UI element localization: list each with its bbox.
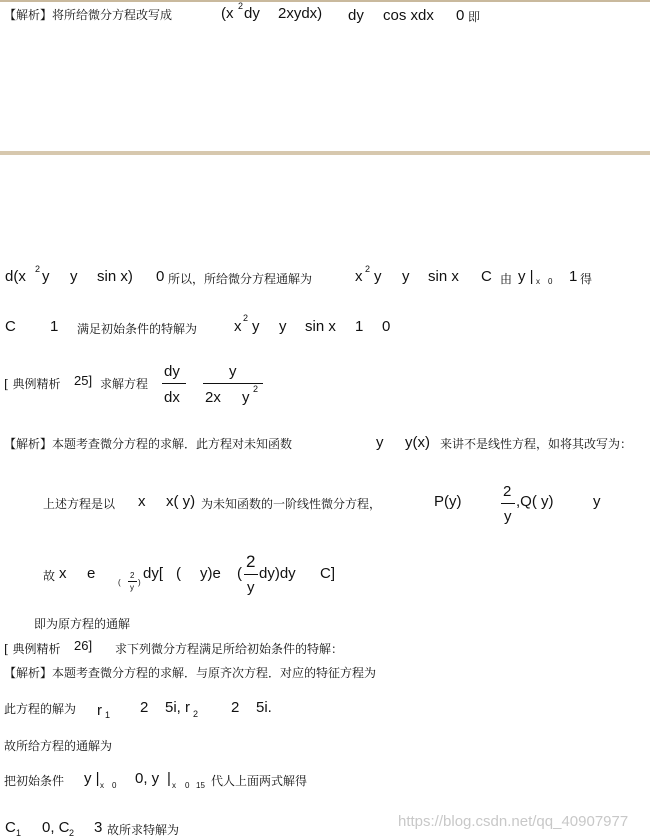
text: 【解析】本题考查微分方程的求解．此方程对未知函数 [4, 437, 293, 451]
fraction-denominator: 2x [205, 389, 221, 406]
math-text: y [70, 268, 78, 285]
math-text: 5i, r [165, 699, 191, 716]
math-subscript: x [536, 277, 540, 286]
math-text: y)e [200, 565, 221, 582]
math-text: C [481, 268, 492, 285]
math-text: dy [348, 7, 364, 24]
math-text: ( [237, 565, 242, 582]
math-text: 1 [569, 268, 578, 285]
math-text: 0 [382, 318, 391, 335]
math-subscript: 2 [69, 828, 75, 838]
text: 为未知函数的一阶线性微分方程， [201, 497, 382, 511]
math-subscript: y [130, 583, 134, 592]
text: 代人上面两式解得 [211, 774, 308, 788]
text: 此方程的解为 [4, 702, 77, 716]
text: 由 [500, 272, 513, 286]
math-subscript: 1 [105, 710, 111, 720]
text: 所以，所给微分方程通解为 [168, 272, 313, 286]
math-text: sin x [305, 318, 336, 335]
math-text: ,Q( y) [516, 493, 554, 510]
math-subscript: 1 [16, 828, 22, 838]
fraction-numerator: 2 [246, 552, 256, 571]
math-text: y(x) [405, 434, 430, 451]
math-text: C [5, 819, 16, 836]
math-text: x [59, 565, 67, 582]
math-text: C [5, 318, 16, 335]
math-text: ( [176, 565, 181, 582]
math-text: | [167, 770, 171, 787]
math-text: y [376, 434, 384, 451]
text: 来讲不是线性方程，如将其改写为： [440, 437, 633, 451]
fraction-denominator: y [242, 389, 250, 406]
fraction-numerator: dy [164, 363, 180, 380]
math-text: x( y) [166, 493, 196, 510]
math-subscript: 15 [196, 781, 205, 790]
math-subscript: x [100, 781, 104, 790]
math-text: 0, C [42, 819, 70, 836]
watermark-text: https://blog.csdn.net/qq_40907977 [398, 813, 629, 830]
math-subscript: ) [138, 578, 141, 587]
fraction-bar [501, 503, 515, 504]
math-text: 2 [140, 699, 149, 716]
math-text: 0 [456, 7, 465, 24]
math-text: y [402, 268, 410, 285]
text: 满足初始条件的特解为 [77, 322, 198, 336]
math-text: r [97, 702, 102, 719]
example-label: [ 典例精析 [4, 642, 61, 656]
text: 故 [43, 569, 56, 583]
math-text: y [374, 268, 382, 285]
text: 把初始条件 [4, 774, 65, 788]
fraction-numerator: 2 [503, 483, 512, 500]
text: 即 [468, 10, 481, 24]
text: 得 [580, 272, 593, 286]
math-text: 5i. [256, 699, 272, 716]
fraction-denominator: y [504, 508, 512, 525]
math-text: 1 [50, 318, 59, 335]
solution-label: 【解析】将所给微分方程改写成 [4, 8, 173, 22]
fraction-denominator: y [247, 579, 255, 596]
math-text: y | [518, 268, 534, 285]
math-subscript: 0 [548, 277, 553, 286]
math-text: 0 [156, 268, 165, 285]
math-superscript: 2 [253, 384, 259, 394]
math-text: x [138, 493, 146, 510]
fraction-bar [128, 581, 137, 582]
math-text: sin x [428, 268, 459, 285]
math-text: x [355, 268, 363, 285]
math-subscript: x [172, 781, 176, 790]
math-subscript: 0 [185, 781, 190, 790]
math-text: dy[ [143, 565, 164, 582]
math-text: y [279, 318, 287, 335]
math-text: x [234, 318, 242, 335]
math-text: 0, y [135, 770, 160, 787]
math-subscript: 2 [130, 571, 135, 580]
fraction-bar [244, 574, 258, 575]
math-subscript: ( [118, 578, 121, 587]
math-superscript: 2 [238, 1, 244, 11]
math-text: dy [244, 5, 260, 22]
text: 求解方程 [100, 377, 149, 391]
math-text: sin x) [97, 268, 133, 285]
math-text: cos xdx [383, 7, 434, 24]
math-text: 3 [94, 819, 103, 836]
math-text: 2 [231, 699, 240, 716]
math-text: C] [320, 565, 335, 582]
math-text: y | [84, 770, 100, 787]
top-border [0, 0, 650, 2]
math-superscript: 2 [35, 264, 41, 274]
example-number: 26] [74, 638, 93, 653]
math-text: 1 [355, 318, 364, 335]
math-text: y [252, 318, 260, 335]
math-text: P(y) [434, 493, 462, 510]
text: 上述方程是以 [43, 497, 116, 511]
text: 故所给方程的通解为 [4, 739, 113, 753]
fraction-numerator: y [229, 363, 237, 380]
math-superscript: 2 [365, 264, 371, 274]
example-label: [ 典例精析 [4, 377, 61, 391]
math-text: e [87, 565, 96, 582]
text: 即为原方程的通解 [34, 617, 131, 631]
math-subscript: 0 [112, 781, 117, 790]
example-number: 25] [74, 373, 93, 388]
math-superscript: 2 [243, 313, 249, 323]
text: 【解析】本题考查微分方程的求解．与原齐次方程．对应的特征方程为 [4, 666, 377, 680]
text: 求下列微分方程满足所给初始条件的特解： [115, 642, 344, 656]
math-text: y [593, 493, 601, 510]
math-text: dy)dy [259, 565, 296, 582]
fraction-bar [162, 383, 186, 384]
math-text: y [42, 268, 50, 285]
math-text: (x [221, 5, 234, 22]
math-text: d(x [5, 268, 26, 285]
text: 故所求特解为 [107, 823, 180, 837]
page-separator [0, 151, 650, 155]
math-subscript: 2 [193, 709, 199, 719]
math-text: 2xydx) [278, 5, 323, 22]
fraction-denominator: dx [164, 389, 180, 406]
